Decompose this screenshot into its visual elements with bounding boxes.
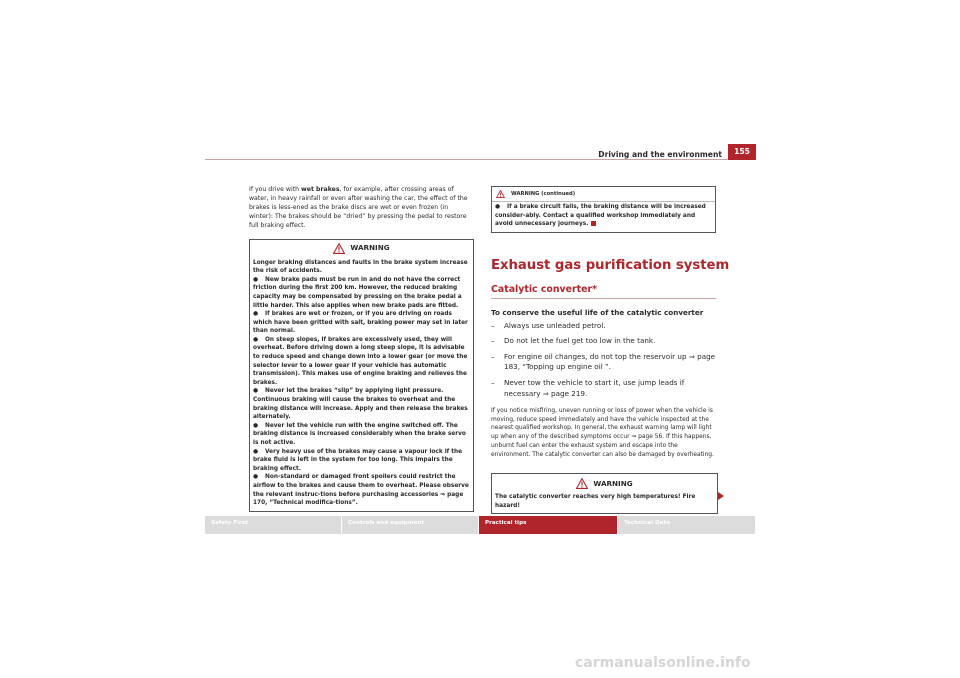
warning-body [250, 258, 473, 511]
warning-lead: Longer braking distances and faults in the brake system increase the risk of accidents. [253, 259, 468, 275]
page-header-title: Driving and the environment [598, 150, 722, 159]
header-rule [205, 159, 755, 160]
warning-continued-box [491, 186, 716, 233]
list-item: – For engine oil changes, do not top the reservoir up ⇒ page 183, “Topping up engine oil ”. [491, 351, 716, 372]
warning-triangle-icon [496, 190, 505, 198]
warning-bullet: ● Never let the vehicle run with the engine switched off. The braking distance is increased considerably when the brake servo is not active. [253, 422, 466, 446]
warning-triangle-icon [333, 243, 345, 254]
footer-tab-safety-first[interactable]: Safety First [205, 516, 341, 534]
continue-arrow-icon [718, 492, 724, 500]
warning-header [492, 474, 717, 492]
footer-tab-practical-tips[interactable]: Practical tips [479, 516, 617, 534]
list-item: – Do not let the fuel get too low in the tank. [491, 336, 656, 346]
footer-tab-controls-equipment[interactable]: Controls and equipment [342, 516, 478, 534]
warning-bullet: ● New brake pads must be run in and do not have the correct friction during the first 200 km. However, the reduced braking capacity may be compensated by pressing on the brake pedal a little harder. This also applies when new brake pads are fitted. [253, 276, 462, 309]
footer-tab-technical-data[interactable]: Technical Data [618, 516, 755, 534]
warning-body: The catalytic converter reaches very high temperatures! Fire hazard! [495, 494, 696, 509]
end-marker-icon [591, 221, 596, 226]
warning-title: WARNING [593, 478, 633, 488]
warning-triangle-icon [576, 478, 588, 489]
warning-bullet: ● Non-standard or damaged front spoilers could restrict the airflow to the brakes and cause them to overheat. Please observe the relevant instruc-tions before purchasing accessories ⇒ page 170, “Technical modifica-tions”. [253, 474, 469, 507]
warning-continued-body [492, 202, 715, 232]
warning-bullet: ● If brakes are wet or frozen, or if you are driving on roads which have been gritted with salt, braking power may set in later than normal. [253, 311, 468, 335]
left-column [249, 186, 474, 512]
subsection-title: Catalytic converter* [491, 284, 716, 299]
warning-bullet: ● Very heavy use of the brakes may cause a vapour lock if the brake fluid is left in the system for too long. This impairs the braking effect. [253, 448, 463, 472]
catalytic-list [491, 308, 716, 404]
misfiring-paragraph: If you notice misfiring, uneven running or loss of power when the vehicle is moving, reduce speed immediately and have the vehicle inspected at the nearest qualified workshop. In general, the exhaust warning lamp will light up when any of the described symptoms occur ⇒ page 56. If this happens, unburnt fuel can enter the exhaust system and escape into the environment. The catalytic converter can also be damaged by overheating. [491, 408, 714, 458]
warning-header [250, 240, 473, 258]
section-title: Exhaust gas purification system [491, 258, 730, 273]
warning-box [249, 239, 474, 512]
page-number: 155 [728, 144, 756, 160]
warning-continued-header [492, 187, 715, 202]
warning-bullet: ● If a brake circuit fails, the braking distance will be increased consider-ably. Contact a qualified workshop immediately and avoid unnecessary journeys. [495, 204, 706, 228]
list-item: – Always use unleaded petrol. [491, 320, 606, 330]
watermark: carmanualsonline.info [575, 655, 751, 671]
intro-paragraph: If you drive with wet brakes, for example, after crossing areas of water, in heavy rainfall or even after washing the car, the effect of the brakes is less-ened as the brake discs are wet or even frozen (in winter): The brakes should be “dried” by pressing the pedal to restore full braking effect. [249, 186, 468, 229]
warning-bullet: ● Never let the brakes “slip” by applying light pressure. Continuous braking will cause the brakes to overheat and the braking distance will increase. Apply and then release the brakes alternately. [253, 388, 468, 421]
list-heading: To conserve the useful life of the catalytic converter [491, 308, 704, 317]
warning-title: WARNING [350, 243, 390, 253]
warning-box-2 [491, 473, 718, 514]
list-item: – Never tow the vehicle to start it, use jump leads if necessary ⇒ page 219. [491, 377, 685, 398]
warning-continued-title: WARNING (continued) [511, 190, 576, 197]
warning-bullet: ● On steep slopes, if brakes are excessively used, they will overheat. Before driving down a long steep slope, it is advisable to reduce speed and change down into a lower gear (or move the selector lever to a lower gear if your vehicle has automatic transmission). This makes use of engine braking and relieves the brakes. [253, 336, 468, 386]
right-column [491, 186, 716, 233]
